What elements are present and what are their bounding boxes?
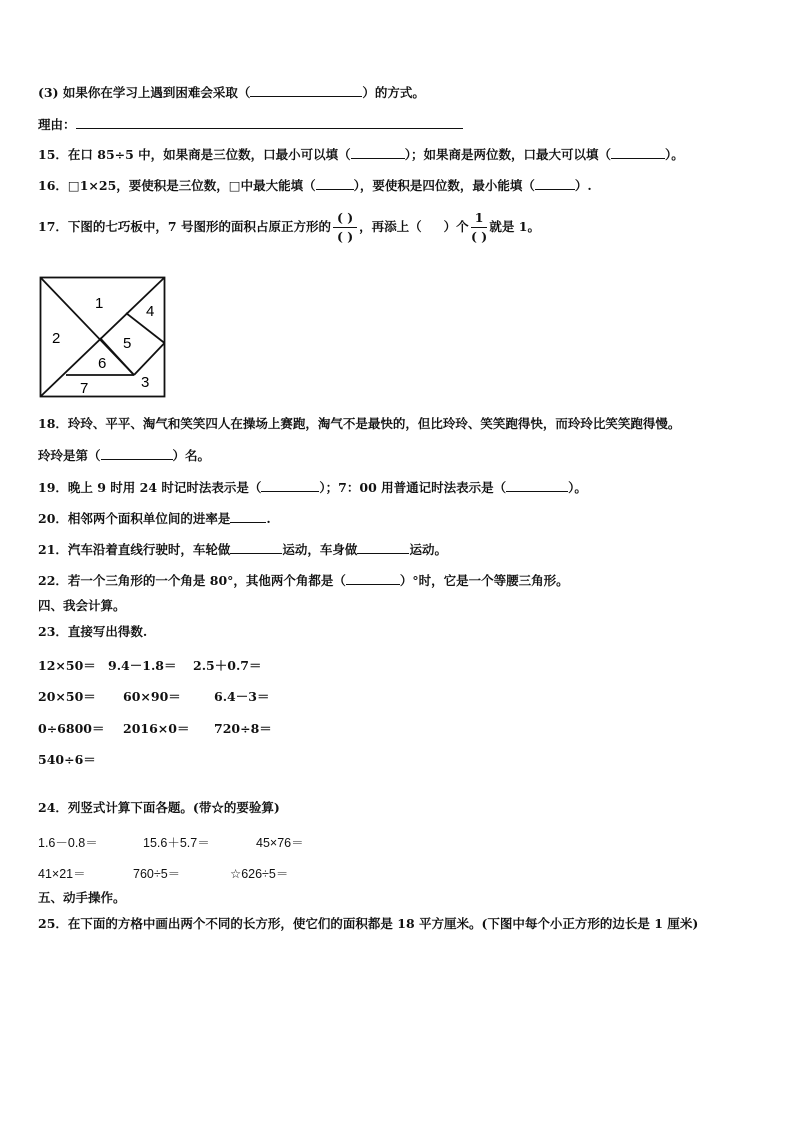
question-text: ）个	[443, 219, 469, 234]
question-text: 下图的七巧板中，7 号图形的面积占原正方形的	[67, 219, 331, 234]
question-text: .	[266, 511, 271, 526]
question-22	[38, 572, 569, 589]
tangram-label-6: 6	[98, 355, 107, 372]
question-number: 22．	[38, 573, 68, 588]
answer-blank[interactable]	[357, 541, 409, 554]
answer-blank[interactable]	[101, 447, 173, 460]
answer-blank[interactable]	[506, 479, 568, 492]
question-text: 运动。	[409, 542, 447, 557]
question-text: 晚上 9 时用 24 时记时法表示是（	[67, 480, 262, 495]
question-text: 列竖式计算下面各题。(带☆的要验算)	[67, 800, 280, 815]
question-23	[38, 624, 147, 640]
question-text: ），要使积是四位数，最小能填（	[353, 178, 535, 193]
question-24	[38, 800, 280, 816]
calc-item: 2016×0＝	[123, 721, 190, 736]
calc-item: 15.6＋5.7＝	[143, 836, 210, 850]
question-text: ）。	[568, 480, 587, 495]
fraction-numerator: ( )	[333, 209, 357, 228]
reason-line	[38, 116, 463, 133]
tangram-label-2: 2	[52, 330, 61, 347]
question-number: 23．	[38, 624, 68, 639]
question-20	[38, 510, 271, 527]
question-18-answer-line	[38, 447, 210, 464]
tangram-label-1: 1	[95, 295, 104, 312]
calc-item: 6.4－3＝	[214, 689, 270, 704]
calc-item: 12×50＝	[38, 658, 96, 673]
tangram-label-3: 3	[141, 374, 150, 391]
fraction-blank[interactable]	[471, 209, 488, 246]
question-text: 若一个三角形的一个角是 80°，其他两个角都是（	[67, 573, 346, 588]
question-text: 运动，车身做	[282, 542, 358, 557]
answer-blank[interactable]	[250, 84, 362, 97]
question-text: 玲玲、平平、淘气和笑笑四人在操场上赛跑，淘气不是最快的，但比玲玲、笑笑跑得快，而玲玲比笑笑跑得慢。	[67, 416, 681, 431]
question-3-prefix: (3) 如果你在学习上遇到困难会采取（	[38, 85, 251, 100]
question-number: 24．	[38, 800, 68, 815]
calc-item: ☆626÷5＝	[230, 867, 289, 881]
calc-item: 540÷6＝	[38, 752, 96, 767]
question-text: 在下面的方格中画出两个不同的长方形，使它们的面积都是 18 平方厘米。(下图中每个小正方形的边长是 1 厘米)	[67, 916, 699, 931]
question-number: 17．	[38, 219, 68, 234]
calc-item: 9.4－1.8＝	[108, 658, 177, 673]
question-21	[38, 541, 447, 558]
question-text: ）；如果商是两位数，口最大可以填（	[404, 147, 611, 162]
tangram-label-4: 4	[146, 303, 155, 320]
question-text: ）.	[574, 178, 592, 193]
calc-item: 0÷6800＝	[38, 721, 105, 736]
answer-blank[interactable]	[346, 572, 400, 585]
calc-item: 60×90＝	[123, 689, 181, 704]
section-4-title: 四、我会计算。	[38, 598, 126, 613]
calc-item: 2.5＋0.7＝	[193, 658, 262, 673]
calc-item: 720÷8＝	[214, 721, 272, 736]
question-number: 21．	[38, 542, 68, 557]
question-number: 15．	[38, 147, 68, 162]
calc-item: 1.6－0.8＝	[38, 836, 98, 850]
question-text: 汽车沿着直线行驶时，车轮做	[67, 542, 231, 557]
question-text: 相邻两个面积单位间的进率是	[67, 511, 231, 526]
question-15	[38, 146, 684, 163]
question-number: 20．	[38, 511, 68, 526]
question-text: ）°时，它是一个等腰三角形。	[399, 573, 569, 588]
question-16	[38, 177, 592, 194]
question-3-suffix: ）的方式。	[362, 85, 425, 100]
calc-item: 45×76＝	[256, 836, 304, 850]
question-3-line	[38, 84, 425, 101]
question-number: 25．	[38, 916, 68, 931]
answer-blank[interactable]	[611, 146, 665, 159]
answer-blank[interactable]	[230, 541, 282, 554]
answer-blank[interactable]	[535, 177, 575, 190]
question-19	[38, 479, 587, 496]
fraction-denominator: ( )	[336, 229, 354, 244]
question-number: 18．	[38, 416, 68, 431]
answer-blank[interactable]	[351, 146, 405, 159]
fraction-denominator: ( )	[470, 229, 488, 244]
answer-blank[interactable]	[230, 510, 266, 523]
question-18	[38, 416, 680, 432]
reason-label: 理由：	[38, 117, 76, 132]
answer-blank[interactable]	[261, 479, 319, 492]
calc-item: 20×50＝	[38, 689, 96, 704]
calc-item: 41×21＝	[38, 867, 86, 881]
question-text: □1×25，要使积是三位数，□中最大能填（	[67, 178, 316, 193]
question-text: 直接写出得数.	[67, 624, 148, 639]
question-text: 玲玲是第（	[38, 448, 101, 463]
question-number: 16．	[38, 178, 68, 193]
tangram-figure	[38, 275, 168, 400]
question-17	[38, 207, 540, 247]
tangram-label-5: 5	[123, 335, 132, 352]
fraction-numerator: 1	[471, 209, 488, 228]
fraction-blank[interactable]	[333, 209, 357, 246]
calc-item: 760÷5＝	[133, 867, 181, 881]
question-text: ）。	[664, 147, 684, 162]
question-text: 在口 85÷5 中，如果商是三位数，口最小可以填（	[67, 147, 351, 162]
tangram-label-7: 7	[80, 380, 89, 397]
question-text: 就是 1。	[489, 219, 540, 234]
reason-blank[interactable]	[76, 116, 463, 129]
question-text: ，再添上（	[359, 219, 422, 234]
question-number: 19．	[38, 480, 68, 495]
question-25	[38, 916, 698, 932]
answer-blank[interactable]	[316, 177, 354, 190]
question-text: ）名。	[172, 448, 211, 463]
section-5-title: 五、动手操作。	[38, 890, 126, 905]
question-text: ）；7：00 用普通记时法表示是（	[319, 480, 507, 495]
